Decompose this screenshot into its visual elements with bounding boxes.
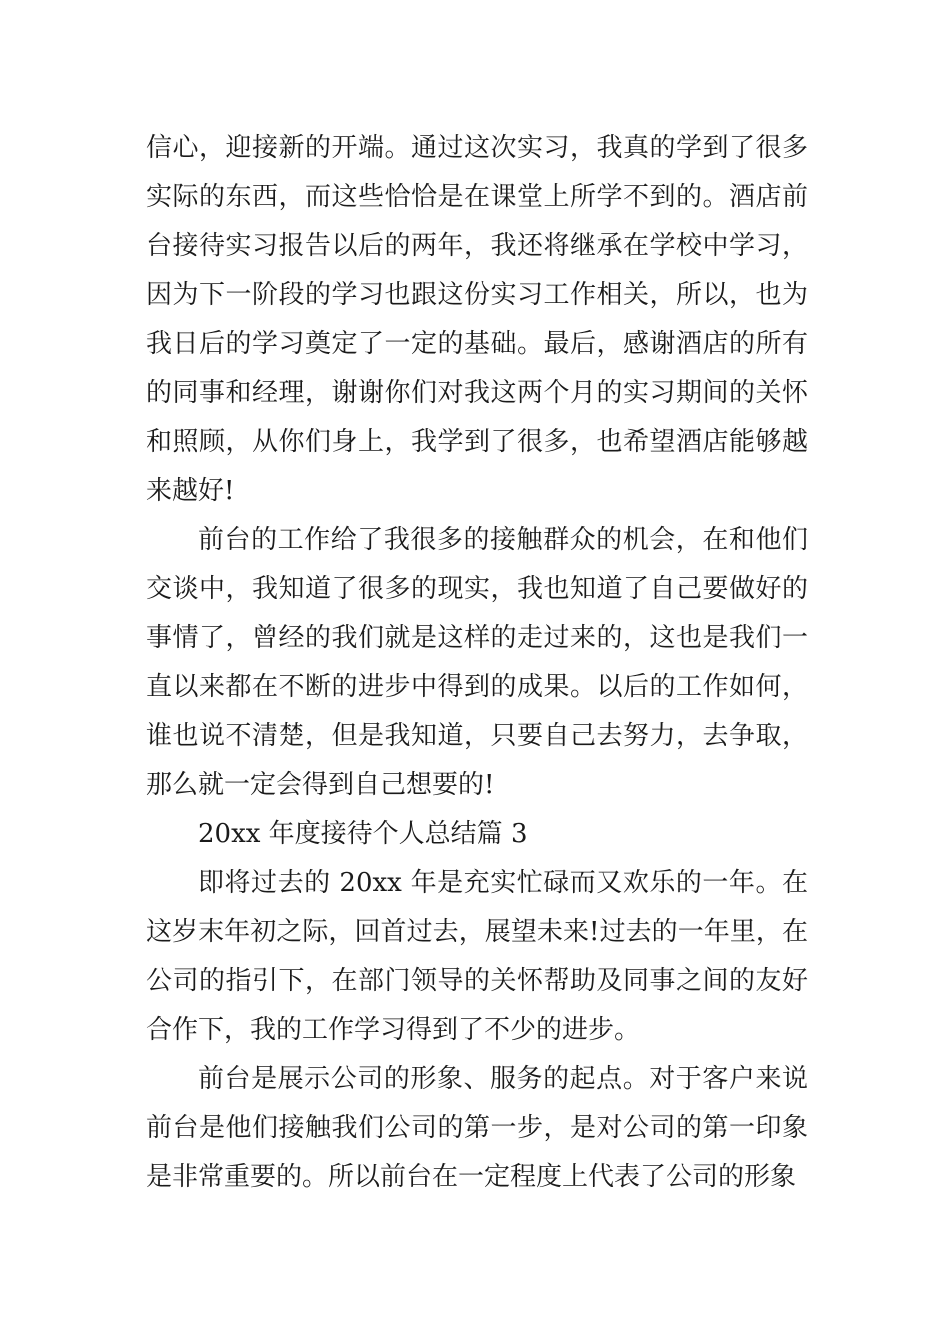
paragraph-year-review: 即将过去的 20xx 年是充实忙碌而又欢乐的一年。在这岁末年初之际，回首过去，展望未来!过去的一年里，在公司的指引下，在部门领导的关怀帮助及同事之间的友好合作下，我的工作学习得到了不少的进步。: [146, 868, 808, 1045]
section-heading: 20xx 年度接待个人总结篇 3: [198, 819, 528, 849]
document-body: [146, 124, 808, 1202]
paragraph-front-desk-work: 前台的工作给了我很多的接触群众的机会，在和他们交谈中，我知道了很多的现实，我也知道了自己要做好的事情了，曾经的我们就是这样的走过来的，这也是我们一直以来都在不断的进步中得到的成果。以后的工作如何，谁也说不清楚，但是我知道，只要自己去努力，去争取，那么就一定会得到自己想要的!: [146, 525, 808, 800]
paragraph-front-desk-image: 前台是展示公司的形象、服务的起点。对于客户来说前台是他们接触我们公司的第一步，是对公司的第一印象是非常重要的。所以前台在一定程度上代表了公司的形象: [146, 1064, 808, 1192]
paragraph-continuation: 信心，迎接新的开端。通过这次实习，我真的学到了很多实际的东西，而这些恰恰是在课堂上所学不到的。酒店前台接待实习报告以后的两年，我还将继承在学校中学习，因为下一阶段的学习也跟这份实习工作相关，所以，也为我日后的学习奠定了一定的基础。最后，感谢酒店的所有的同事和经理，谢谢你们对我这两个月的实习期间的关怀和照顾，从你们身上，我学到了很多，也希望酒店能够越来越好!: [146, 133, 808, 506]
